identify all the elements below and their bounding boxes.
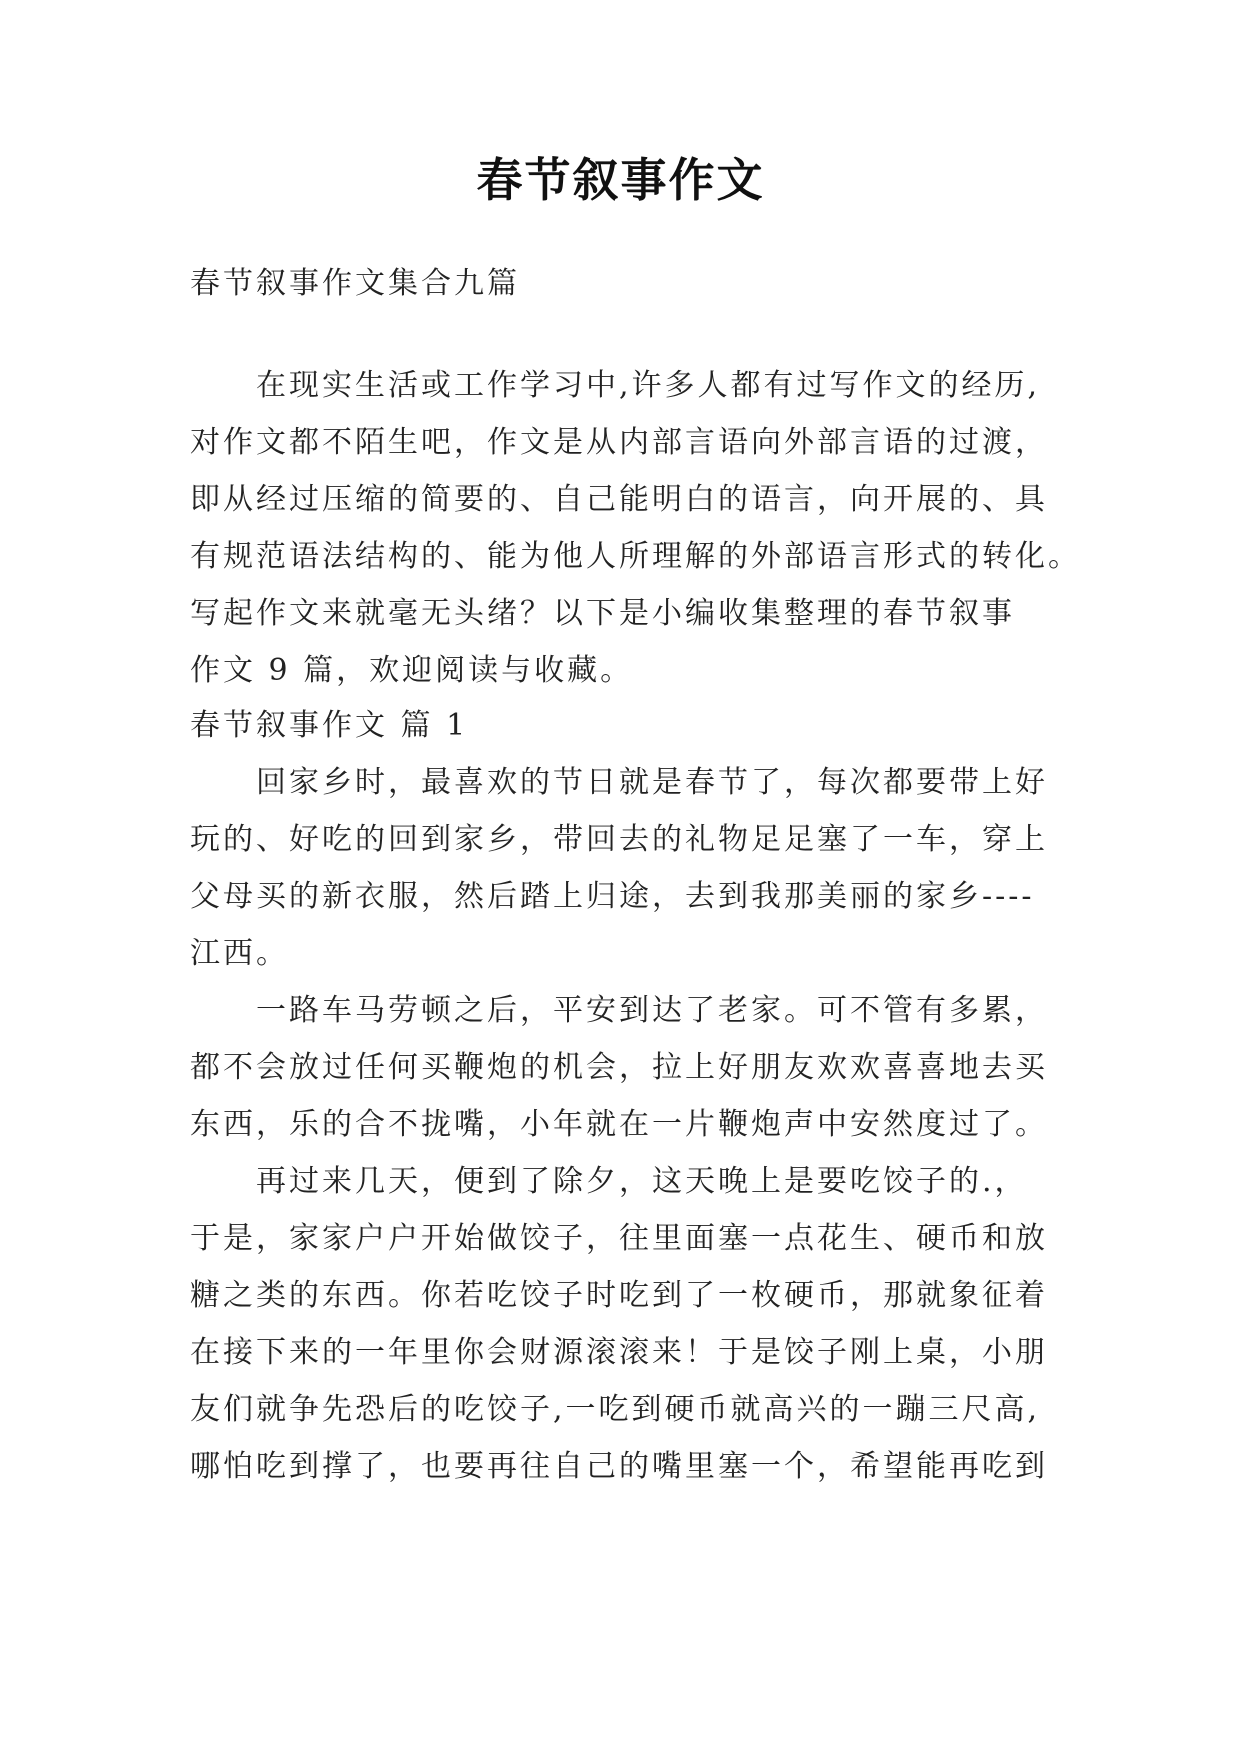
paragraph-line: 友们就争先恐后的吃饺子,一吃到硬币就高兴的一蹦三尺高, <box>190 1392 1041 1427</box>
intro-line: 作文 9 篇，欢迎阅读与收藏。 <box>190 653 634 688</box>
paragraph-line: 于是，家家户户开始做饺子，往里面塞一点花生、硬币和放 <box>190 1221 1048 1256</box>
paragraph-line: 都不会放过任何买鞭炮的机会，拉上好朋友欢欢喜喜地去买 <box>190 1050 1048 1085</box>
document-title: 春节叙事作文 <box>476 153 765 207</box>
paragraph-line: 江西。 <box>190 936 289 971</box>
intro-line: 写起作文来就毫无头绪？以下是小编收集整理的春节叙事 <box>190 596 1015 631</box>
paragraph-line: 回家乡时，最喜欢的节日就是春节了，每次都要带上好 <box>256 765 1048 800</box>
intro-line: 有规范语法结构的、能为他人所理解的外部语言形式的转化。 <box>190 539 1081 574</box>
paragraph-line: 玩的、好吃的回到家乡，带回去的礼物足足塞了一车，穿上 <box>190 822 1048 857</box>
paragraph-line: 再过来几天，便到了除夕，这天晚上是要吃饺子的.， <box>256 1164 1028 1199</box>
intro-line: 即从经过压缩的简要的、自己能明白的语言，向开展的、具 <box>190 482 1048 517</box>
section-heading: 春节叙事作文 篇 1 <box>190 708 469 743</box>
intro-line: 对作文都不陌生吧，作文是从内部言语向外部言语的过渡， <box>190 425 1048 460</box>
document-subtitle: 春节叙事作文集合九篇 <box>190 266 520 301</box>
paragraph-line: 糖之类的东西。你若吃饺子时吃到了一枚硬币，那就象征着 <box>190 1278 1048 1313</box>
paragraph-line: 在接下来的一年里你会财源滚滚来！于是饺子刚上桌，小朋 <box>190 1335 1048 1370</box>
paragraph-line: 父母买的新衣服，然后踏上归途，去到我那美丽的家乡---- <box>190 879 1035 914</box>
paragraph-line: 哪怕吃到撑了，也要再往自己的嘴里塞一个，希望能再吃到 <box>190 1449 1048 1484</box>
intro-line: 在现实生活或工作学习中,许多人都有过写作文的经历, <box>256 368 1041 403</box>
paragraph-line: 东西，乐的合不拢嘴，小年就在一片鞭炮声中安然度过了。 <box>190 1107 1048 1142</box>
paragraph-line: 一路车马劳顿之后，平安到达了老家。可不管有多累， <box>256 993 1048 1028</box>
